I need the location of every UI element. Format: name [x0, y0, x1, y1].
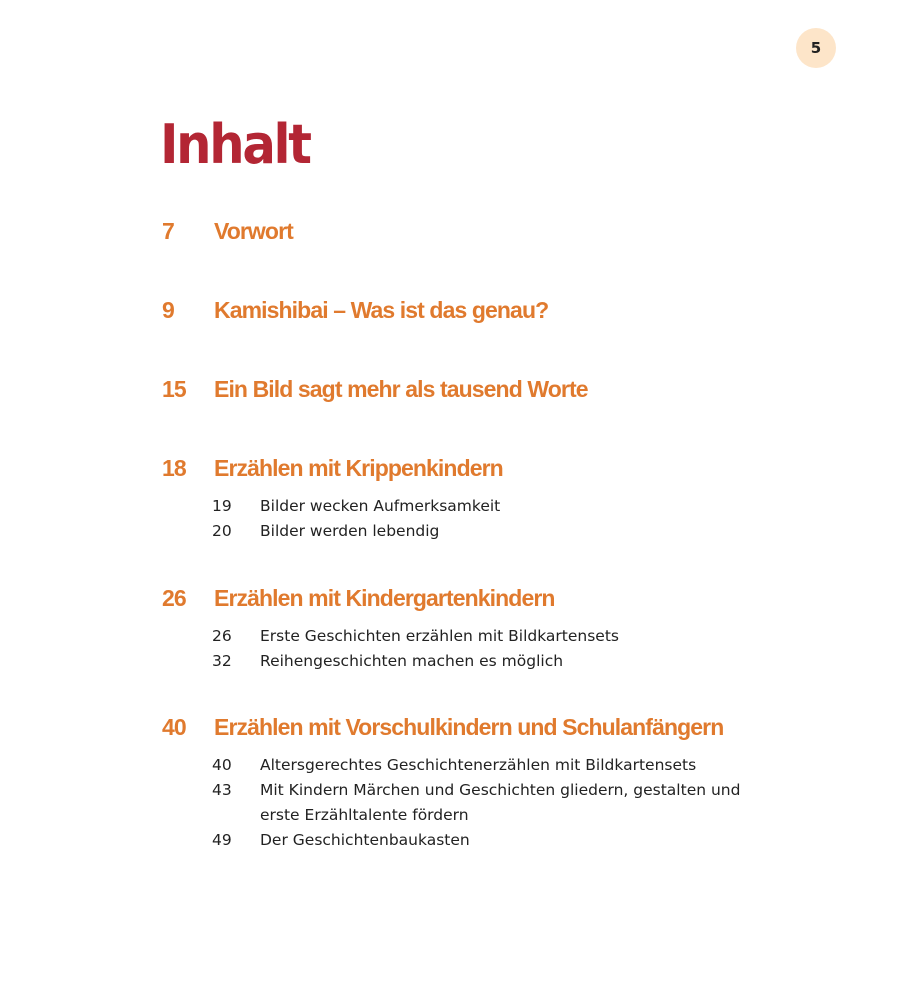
subentry-page-number: 49: [212, 831, 232, 849]
toc-subentry[interactable]: [212, 519, 792, 544]
subentry-title: Bilder wecken Aufmerksamkeit: [260, 497, 501, 515]
subentry-page-number: 20: [212, 522, 232, 540]
chapter-page-number: 15: [162, 375, 186, 402]
chapter-page-number: 9: [162, 296, 174, 323]
chapter-page-number: 40: [162, 713, 186, 740]
chapter-title: Vorwort: [214, 217, 293, 244]
subentry-title: Erste Geschichten erzählen mit Bildkartensets: [260, 627, 619, 645]
toc-chapter[interactable]: [162, 293, 842, 327]
page-number-badge: 5: [796, 28, 836, 68]
toc-chapter[interactable]: [162, 214, 842, 248]
toc-chapter[interactable]: [162, 710, 842, 744]
subentry-title: Reihengeschichten machen es möglich: [260, 652, 564, 670]
toc-chapter[interactable]: [162, 451, 842, 485]
subentry-title: Altersgerechtes Geschichtenerzählen mit Bildkartensets: [260, 756, 697, 774]
chapter-title: Erzählen mit Vorschulkindern und Schulanfängern: [214, 713, 724, 740]
chapter-title: Ein Bild sagt mehr als tausend Worte: [214, 375, 588, 402]
page-title: Inhalt: [160, 113, 310, 176]
subentry-page-number: 32: [212, 652, 232, 670]
toc-subentry[interactable]: [212, 649, 792, 674]
subentry-page-number: 26: [212, 627, 232, 645]
subentry-page-number: 19: [212, 497, 232, 515]
chapter-title: Erzählen mit Kindergartenkindern: [214, 584, 555, 611]
toc-subentry[interactable]: [212, 624, 792, 649]
subentry-page-number: 40: [212, 756, 232, 774]
chapter-page-number: 18: [162, 454, 186, 481]
chapter-page-number: 26: [162, 584, 186, 611]
toc-subentry[interactable]: [212, 494, 792, 519]
toc-chapter[interactable]: [162, 372, 842, 406]
subentry-title: Bilder werden lebendig: [260, 522, 440, 540]
subentry-title: Mit Kindern Märchen und Geschichten gliedern, gestalten und erste Erzähltalente fördern: [260, 781, 741, 824]
toc-chapter[interactable]: [162, 581, 842, 615]
chapter-title: Kamishibai – Was ist das genau?: [214, 296, 549, 323]
chapter-page-number: 7: [162, 217, 174, 244]
toc-subentry[interactable]: [212, 753, 792, 778]
subentry-page-number: 43: [212, 781, 232, 799]
chapter-title: Erzählen mit Krippenkindern: [214, 454, 503, 481]
subentry-title: Der Geschichtenbaukasten: [260, 831, 470, 849]
toc-subentry[interactable]: [212, 778, 772, 828]
toc-subentry[interactable]: [212, 828, 792, 853]
